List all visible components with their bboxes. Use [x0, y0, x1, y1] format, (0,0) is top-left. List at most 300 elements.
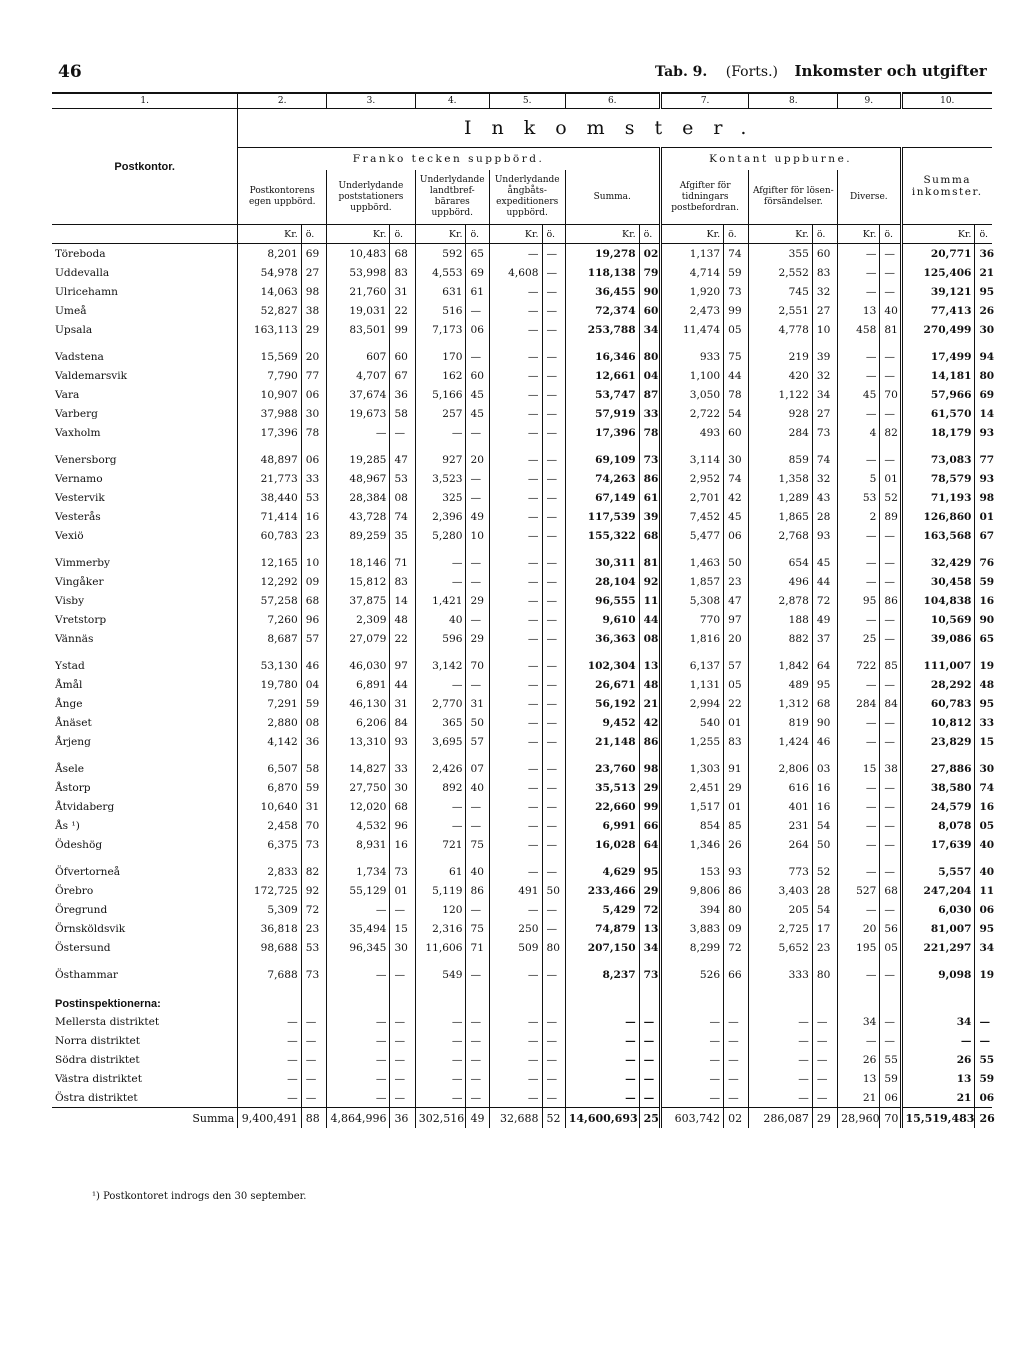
ore-cell: 59 [724, 263, 749, 282]
ore-cell: 20 [301, 347, 326, 366]
kronor-cell: 1,255 [660, 732, 723, 751]
kronor-cell: 3,114 [660, 450, 723, 469]
kronor-cell: — [489, 404, 542, 423]
separator-cell [639, 545, 660, 553]
kronor-cell: 770 [660, 610, 723, 629]
separator-cell [52, 339, 238, 347]
separator-cell [812, 854, 837, 862]
ore-cell: 80 [975, 366, 992, 385]
kronor-cell: 16,028 [565, 835, 639, 854]
kronor-cell: 170 [415, 347, 466, 366]
separator-cell [327, 957, 390, 965]
unit-ore: ö. [639, 225, 660, 244]
kronor-cell: 35,494 [327, 919, 390, 938]
kronor-cell: 69,109 [565, 450, 639, 469]
separator-cell [975, 751, 992, 759]
label-row-cell [639, 984, 660, 1012]
kronor-cell: 4,707 [327, 366, 390, 385]
ore-cell: 02 [639, 244, 660, 264]
ore-cell: — [466, 1031, 489, 1050]
ore-cell: — [639, 1012, 660, 1031]
ore-cell: 26 [975, 1108, 992, 1129]
ore-cell: 54 [812, 900, 837, 919]
ore-cell: 72 [639, 900, 660, 919]
kronor-cell: 4,532 [327, 816, 390, 835]
kronor-cell: — [838, 778, 880, 797]
ore-cell: 29 [724, 778, 749, 797]
ore-cell: 32 [812, 366, 837, 385]
kronor-cell: 37,988 [238, 404, 301, 423]
ore-cell: 22 [390, 629, 415, 648]
kronor-cell: 78,579 [901, 469, 975, 488]
ore-cell: — [542, 759, 565, 778]
separator-cell [390, 442, 415, 450]
separator-cell [466, 854, 489, 862]
ore-cell: 49 [466, 1108, 489, 1129]
separator-cell [901, 442, 975, 450]
label-row-cell [901, 984, 975, 1012]
ore-cell: 73 [639, 450, 660, 469]
ore-cell: 01 [880, 469, 901, 488]
ore-cell: — [542, 469, 565, 488]
ore-cell: 29 [639, 778, 660, 797]
kronor-cell: — [565, 1069, 639, 1088]
ore-cell: — [639, 1069, 660, 1088]
separator-cell [415, 957, 466, 965]
kronor-cell: 111,007 [901, 656, 975, 675]
kronor-cell: 1,289 [749, 488, 812, 507]
office-row [52, 610, 992, 629]
separator-cell [975, 648, 992, 656]
ore-cell: — [466, 469, 489, 488]
kronor-cell: — [489, 713, 542, 732]
ore-cell: 99 [639, 797, 660, 816]
kronor-cell: 21,148 [565, 732, 639, 751]
ore-cell: 59 [301, 778, 326, 797]
column-number-row [52, 93, 992, 109]
ore-cell: 94 [975, 347, 992, 366]
ore-cell: 59 [975, 1069, 992, 1088]
kronor-cell: — [838, 553, 880, 572]
unit-kr: Kr. [565, 225, 639, 244]
ore-cell: — [880, 347, 901, 366]
ore-cell: 11 [975, 881, 992, 900]
ore-cell: — [390, 900, 415, 919]
ore-cell: 97 [724, 610, 749, 629]
kronor-cell: 420 [749, 366, 812, 385]
ore-cell: 03 [812, 759, 837, 778]
kronor-cell: 4 [838, 423, 880, 442]
kronor-cell: 5,652 [749, 938, 812, 957]
ore-cell: 49 [812, 610, 837, 629]
ore-cell: 83 [812, 263, 837, 282]
header-diverse: Diverse. [838, 170, 901, 225]
office-row [52, 797, 992, 816]
kronor-cell: 2 [838, 507, 880, 526]
ore-cell: 04 [639, 366, 660, 385]
kronor-cell: 36,455 [565, 282, 639, 301]
group-separator [52, 751, 992, 759]
separator-cell [238, 442, 301, 450]
ore-cell: 34 [639, 938, 660, 957]
office-row [52, 450, 992, 469]
ore-cell: — [542, 675, 565, 694]
ore-cell: — [390, 1031, 415, 1050]
kronor-cell: 14,063 [238, 282, 301, 301]
ore-cell: 22 [390, 301, 415, 320]
ore-cell: — [880, 572, 901, 591]
kronor-cell: 592 [415, 244, 466, 264]
ore-cell: 72 [301, 900, 326, 919]
ore-cell: — [542, 900, 565, 919]
ore-cell: 15 [975, 732, 992, 751]
ore-cell: 36 [390, 385, 415, 404]
ore-cell: 95 [639, 862, 660, 881]
ore-cell: 75 [466, 835, 489, 854]
row-label: Åtvidaberg [55, 800, 115, 813]
ore-cell: 31 [466, 694, 489, 713]
ore-cell: 78 [724, 385, 749, 404]
ore-cell: — [880, 629, 901, 648]
ore-cell: 81 [880, 320, 901, 339]
separator-cell [542, 751, 565, 759]
ore-cell: 60 [812, 244, 837, 264]
kronor-cell: 26 [901, 1050, 975, 1069]
ore-cell: 78 [301, 423, 326, 442]
kronor-cell: 1,857 [660, 572, 723, 591]
kronor-cell: — [565, 1031, 639, 1050]
ore-cell: 86 [639, 732, 660, 751]
ore-cell: 02 [724, 1108, 749, 1129]
kronor-cell: 8,078 [901, 816, 975, 835]
ore-cell: 40 [975, 862, 992, 881]
separator-cell [301, 339, 326, 347]
ore-cell: — [880, 713, 901, 732]
kronor-cell: 71,414 [238, 507, 301, 526]
kronor-cell: 30,458 [901, 572, 975, 591]
ore-cell: 42 [724, 488, 749, 507]
row-label: Ulricehamn [55, 285, 118, 298]
separator-cell [238, 751, 301, 759]
kronor-cell: 8,201 [238, 244, 301, 264]
kronor-cell: 21 [901, 1088, 975, 1108]
row-label: Umeå [55, 304, 87, 317]
ore-cell: 28 [812, 881, 837, 900]
separator-cell [542, 339, 565, 347]
kronor-cell: 284 [749, 423, 812, 442]
ore-cell: — [542, 366, 565, 385]
ore-cell: 45 [812, 553, 837, 572]
ore-cell: 74 [724, 469, 749, 488]
separator-cell [812, 442, 837, 450]
office-row [52, 366, 992, 385]
separator-cell [639, 751, 660, 759]
kronor-cell: 19,780 [238, 675, 301, 694]
ore-cell: 39 [812, 347, 837, 366]
kronor-cell: 5,119 [415, 881, 466, 900]
kronor-cell: 1,463 [660, 553, 723, 572]
kronor-cell: 16,346 [565, 347, 639, 366]
ore-cell: — [880, 816, 901, 835]
kronor-cell: 654 [749, 553, 812, 572]
kronor-cell: — [838, 797, 880, 816]
kronor-cell: 61,570 [901, 404, 975, 423]
ore-cell: 06 [975, 1088, 992, 1108]
kronor-cell: — [565, 1050, 639, 1069]
ore-cell: 65 [975, 629, 992, 648]
kronor-cell: 458 [838, 320, 880, 339]
ore-cell: — [466, 347, 489, 366]
ore-cell: — [639, 1050, 660, 1069]
kronor-cell: 23,829 [901, 732, 975, 751]
ore-cell: — [975, 1031, 992, 1050]
kronor-cell: 1,358 [749, 469, 812, 488]
kronor-cell: — [327, 423, 390, 442]
kronor-cell: 1,131 [660, 675, 723, 694]
kronor-cell: — [838, 900, 880, 919]
ore-cell: 96 [301, 610, 326, 629]
kronor-cell: 77,413 [901, 301, 975, 320]
ore-cell: — [542, 423, 565, 442]
district-row [52, 1088, 992, 1108]
kronor-cell: — [327, 1031, 390, 1050]
row-label: Årjeng [55, 735, 91, 748]
ore-cell: 93 [975, 423, 992, 442]
ore-cell: 40 [466, 778, 489, 797]
kronor-cell: 3,695 [415, 732, 466, 751]
kronor-cell: 10,483 [327, 244, 390, 264]
row-label: Öregrund [55, 903, 108, 916]
ore-cell: 53 [390, 469, 415, 488]
kronor-cell: — [749, 1050, 812, 1069]
separator-cell [639, 648, 660, 656]
kronor-cell: 104,838 [901, 591, 975, 610]
kronor-cell: — [838, 244, 880, 264]
row-label: Vara [55, 388, 80, 401]
ore-cell: 36 [975, 244, 992, 264]
ore-cell: — [466, 610, 489, 629]
kronor-cell: — [660, 1031, 723, 1050]
ore-cell: 91 [724, 759, 749, 778]
ore-cell: 68 [301, 591, 326, 610]
ore-cell: 59 [880, 1069, 901, 1088]
kronor-cell: 28,292 [901, 675, 975, 694]
separator-cell [838, 854, 880, 862]
kronor-cell: 26,671 [565, 675, 639, 694]
kronor-cell: 155,322 [565, 526, 639, 545]
kronor-cell: 12,292 [238, 572, 301, 591]
kronor-cell: 52,827 [238, 301, 301, 320]
ore-cell: 73 [390, 862, 415, 881]
kronor-cell: 57,966 [901, 385, 975, 404]
ore-cell: 10 [466, 526, 489, 545]
row-label: Venersborg [55, 453, 117, 466]
kronor-cell: 2,451 [660, 778, 723, 797]
separator-cell [838, 442, 880, 450]
ore-cell: 16 [301, 507, 326, 526]
kronor-cell: 46,130 [327, 694, 390, 713]
kronor-cell: 118,138 [565, 263, 639, 282]
separator-cell [415, 751, 466, 759]
kronor-cell: 7,688 [238, 965, 301, 984]
kronor-cell: 6,870 [238, 778, 301, 797]
ore-cell: 31 [390, 694, 415, 713]
unit-kr: Kr. [327, 225, 390, 244]
ore-cell: — [880, 366, 901, 385]
unit-kr: Kr. [238, 225, 301, 244]
kronor-cell: — [489, 423, 542, 442]
ore-cell: 16 [812, 778, 837, 797]
ore-cell: — [880, 965, 901, 984]
ore-cell: 83 [390, 263, 415, 282]
unit-kr: Kr. [660, 225, 723, 244]
separator-cell [52, 545, 238, 553]
kronor-cell: 14,600,693 [565, 1108, 639, 1129]
ore-cell: 61 [466, 282, 489, 301]
ore-cell: 40 [880, 301, 901, 320]
kronor-cell: 253,788 [565, 320, 639, 339]
kronor-cell: 4,778 [749, 320, 812, 339]
kronor-cell: — [489, 835, 542, 854]
ore-cell: 66 [724, 965, 749, 984]
kronor-cell: 60,783 [901, 694, 975, 713]
kronor-cell: 928 [749, 404, 812, 423]
kronor-cell: 325 [415, 488, 466, 507]
kronor-cell: — [489, 759, 542, 778]
ore-cell: 67 [390, 366, 415, 385]
separator-cell [880, 648, 901, 656]
ore-cell: — [880, 553, 901, 572]
ore-cell: 26 [975, 301, 992, 320]
ore-cell: 25 [639, 1108, 660, 1129]
ore-cell: — [724, 1050, 749, 1069]
separator-cell [466, 751, 489, 759]
separator-cell [724, 545, 749, 553]
ore-cell: — [542, 713, 565, 732]
separator-cell [975, 957, 992, 965]
kronor-cell: 1,122 [749, 385, 812, 404]
separator-cell [880, 957, 901, 965]
ore-cell: 14 [975, 404, 992, 423]
label-row-cell [724, 984, 749, 1012]
kronor-cell: — [660, 1012, 723, 1031]
ore-cell: — [880, 244, 901, 264]
kronor-cell: 6,030 [901, 900, 975, 919]
ore-cell: 68 [880, 881, 901, 900]
separator-cell [749, 957, 812, 965]
kronor-cell: 933 [660, 347, 723, 366]
ore-cell: — [880, 835, 901, 854]
kronor-cell: 56,192 [565, 694, 639, 713]
ore-cell: — [466, 553, 489, 572]
ore-cell: 46 [812, 732, 837, 751]
ore-cell: 40 [466, 862, 489, 881]
ore-cell: 19 [975, 656, 992, 675]
ore-cell: 93 [812, 526, 837, 545]
separator-cell [542, 648, 565, 656]
ore-cell: 20 [466, 450, 489, 469]
kronor-cell: 745 [749, 282, 812, 301]
ore-cell: 77 [975, 450, 992, 469]
separator-cell [838, 545, 880, 553]
ore-cell: — [466, 423, 489, 442]
row-label: Visby [55, 594, 85, 607]
kronor-cell: 19,278 [565, 244, 639, 264]
kronor-cell: 509 [489, 938, 542, 957]
ore-cell: — [542, 778, 565, 797]
kronor-cell: 53 [838, 488, 880, 507]
kronor-cell: 927 [415, 450, 466, 469]
kronor-cell: 1,816 [660, 629, 723, 648]
separator-cell [301, 957, 326, 965]
kronor-cell: 35,513 [565, 778, 639, 797]
separator-cell [660, 442, 723, 450]
ore-cell: 73 [724, 282, 749, 301]
group-separator [52, 648, 992, 656]
ore-cell: — [542, 488, 565, 507]
kronor-cell: — [415, 797, 466, 816]
kronor-cell: — [489, 282, 542, 301]
ore-cell: — [301, 1069, 326, 1088]
separator-cell [838, 751, 880, 759]
ore-cell: 16 [812, 797, 837, 816]
kronor-cell: 153 [660, 862, 723, 881]
kronor-cell: 14,181 [901, 366, 975, 385]
kronor-cell: — [327, 1069, 390, 1088]
kronor-cell: 67,149 [565, 488, 639, 507]
postkontor-header: Postkontor. [52, 109, 238, 225]
separator-cell [749, 339, 812, 347]
ore-cell: — [542, 862, 565, 881]
kronor-cell: 773 [749, 862, 812, 881]
kronor-cell: — [489, 778, 542, 797]
office-row [52, 835, 992, 854]
kronor-cell: 11,606 [415, 938, 466, 957]
kronor-cell: 4,714 [660, 263, 723, 282]
kronor-cell: 892 [415, 778, 466, 797]
ore-cell: — [880, 404, 901, 423]
row-label: Östersund [55, 941, 111, 954]
separator-cell [880, 751, 901, 759]
ore-cell: 81 [639, 553, 660, 572]
ore-cell: — [542, 385, 565, 404]
kronor-cell: 9,400,491 [238, 1108, 301, 1129]
ore-cell: 54 [812, 816, 837, 835]
ore-cell: 97 [390, 656, 415, 675]
kronor-cell: 9,098 [901, 965, 975, 984]
ore-cell: 82 [880, 423, 901, 442]
kronor-cell: 607 [327, 347, 390, 366]
separator-cell [327, 339, 390, 347]
separator-cell [327, 648, 390, 656]
kronor-cell: — [489, 965, 542, 984]
kronor-cell: 2,833 [238, 862, 301, 881]
row-label: Summa [52, 1108, 238, 1129]
separator-cell [812, 957, 837, 965]
separator-cell [812, 339, 837, 347]
kronor-cell: 36,363 [565, 629, 639, 648]
kronor-cell: — [838, 404, 880, 423]
separator-cell [838, 339, 880, 347]
kronor-cell: 596 [415, 629, 466, 648]
kronor-cell: 2,725 [749, 919, 812, 938]
row-label: Ystad [55, 659, 85, 672]
separator-cell [415, 545, 466, 553]
unit-kr: Kr. [415, 225, 466, 244]
kronor-cell: 8,931 [327, 835, 390, 854]
kronor-cell: 2,552 [749, 263, 812, 282]
separator-cell [724, 339, 749, 347]
